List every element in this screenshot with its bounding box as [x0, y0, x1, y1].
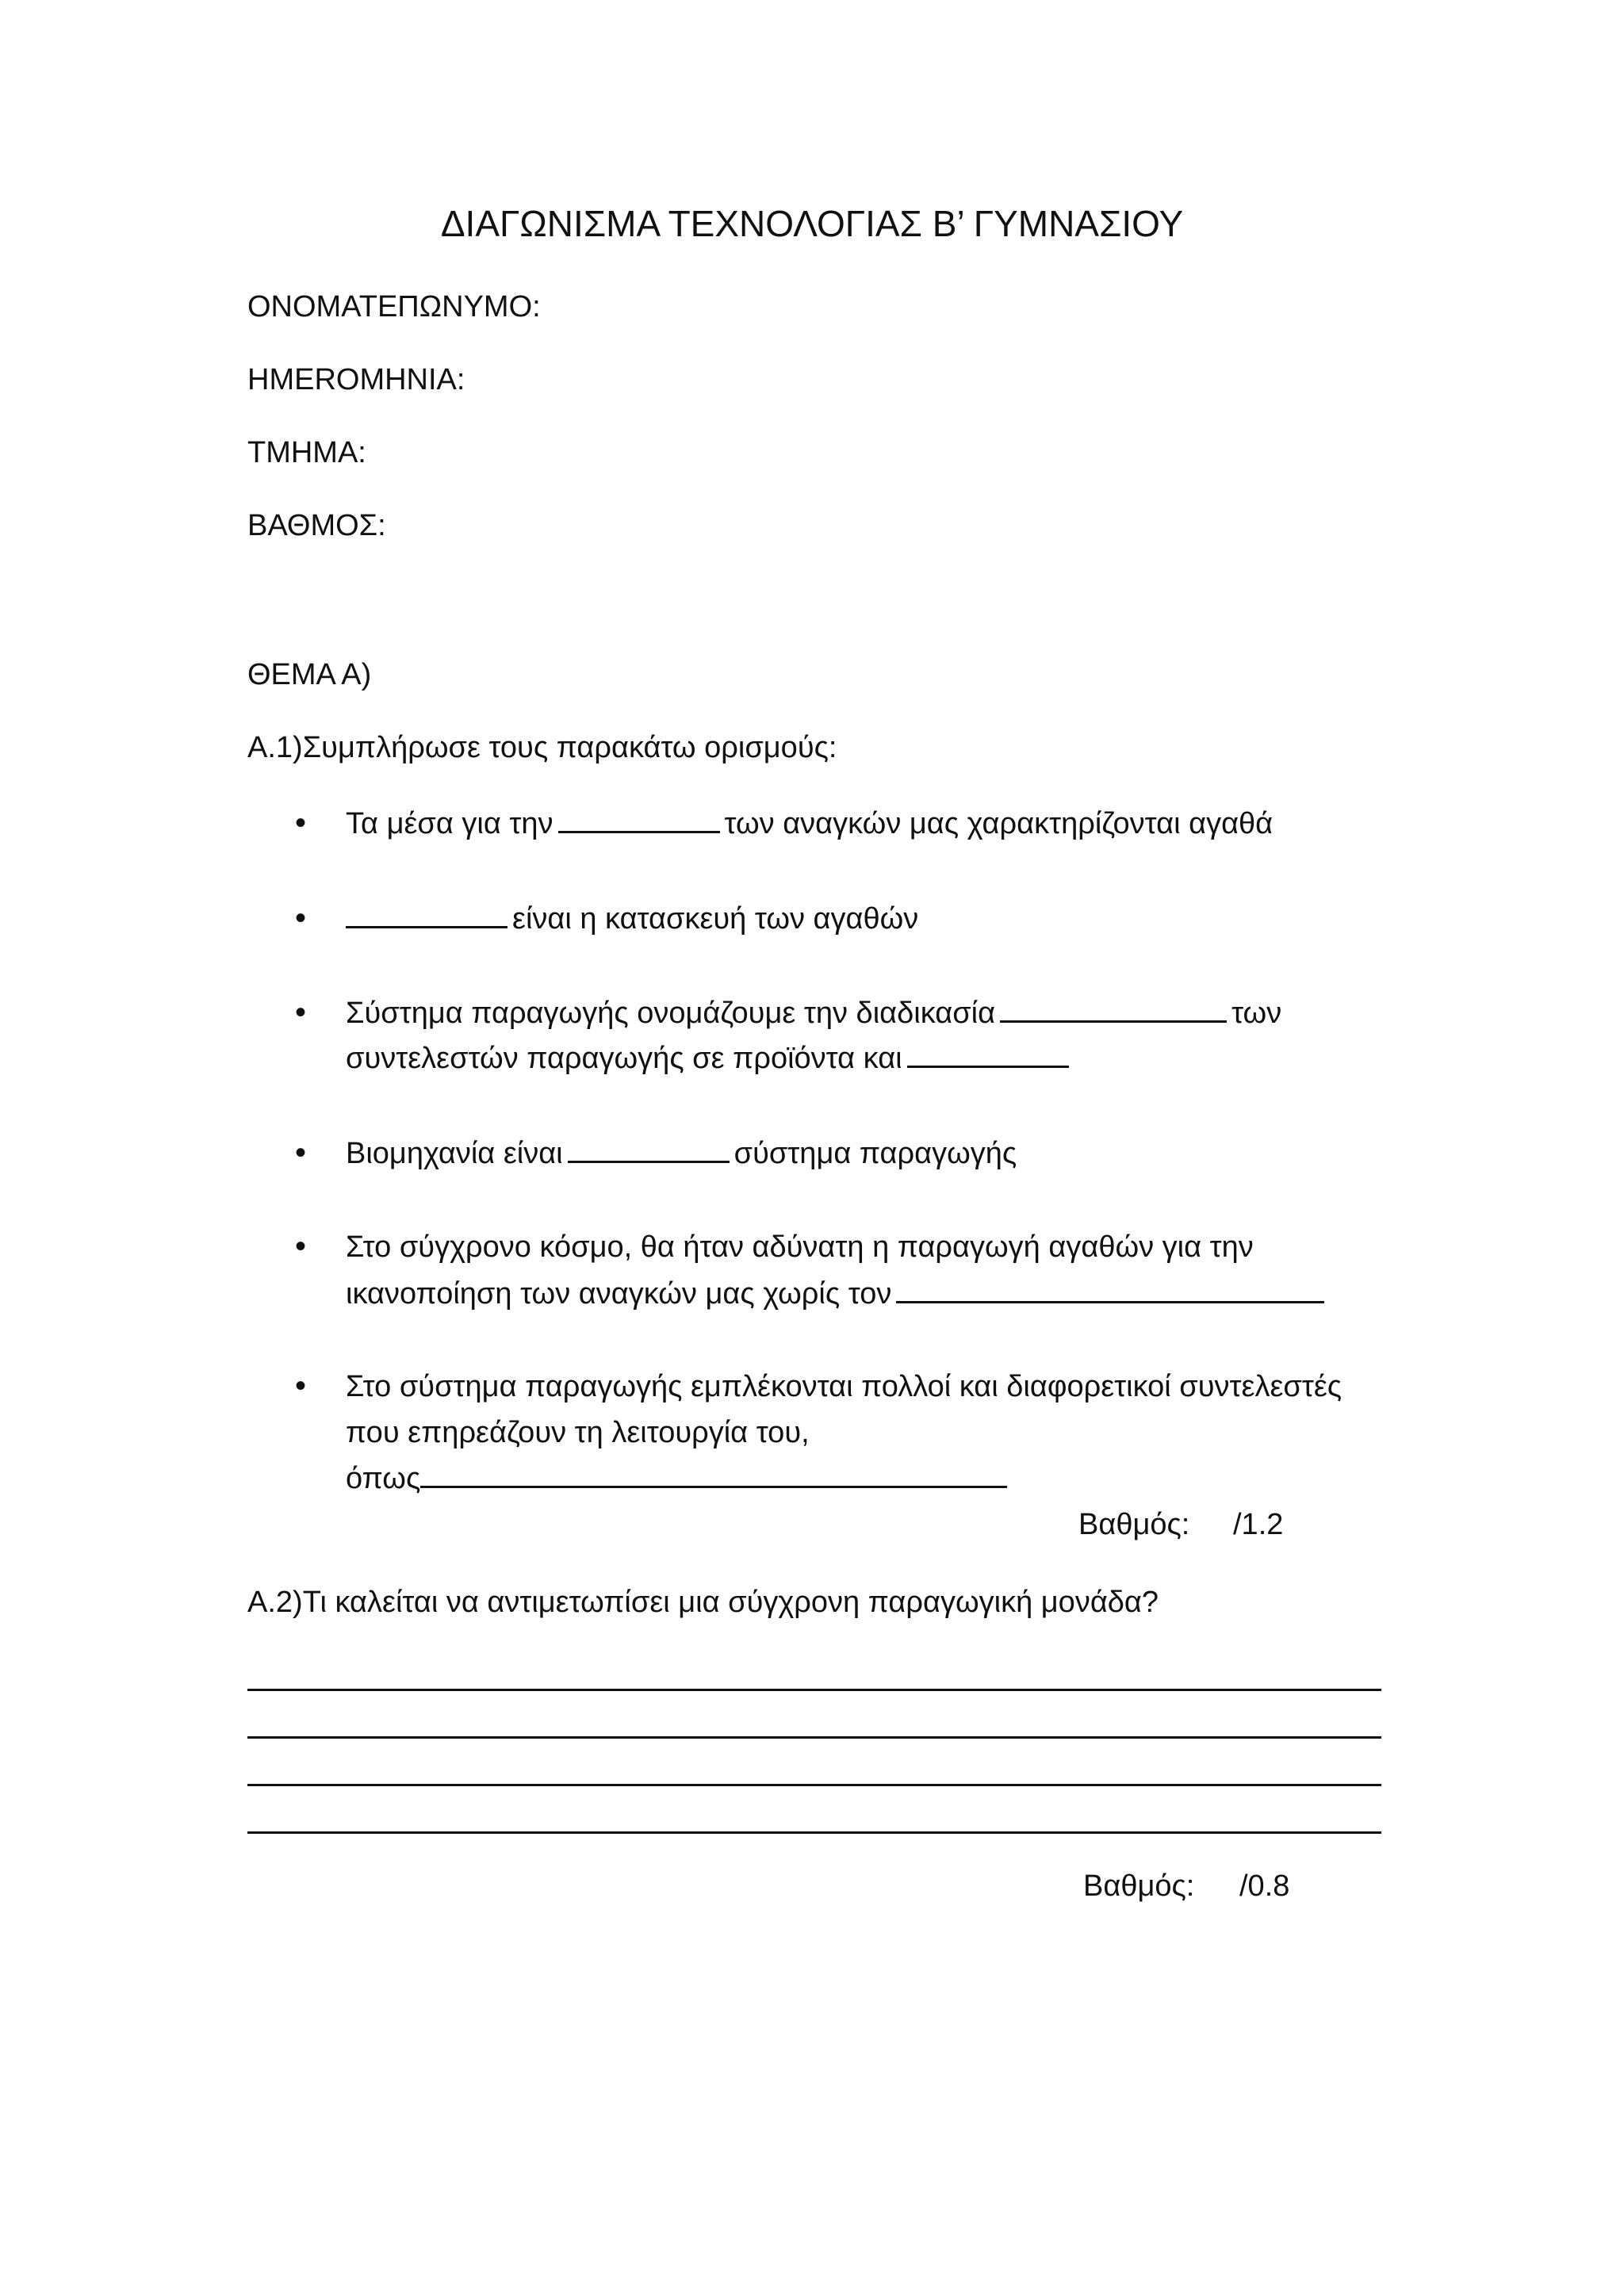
bullet-icon: •: [295, 995, 307, 1030]
answer-line[interactable]: [247, 1736, 1381, 1739]
answer-line[interactable]: [247, 1689, 1381, 1691]
list-item: [346, 807, 1273, 841]
blank-line[interactable]: [420, 1486, 1007, 1488]
item-text: που επηρεάζουν τη λειτουργία του,: [346, 1416, 810, 1449]
score-label: Βαθμός:: [1078, 1508, 1190, 1541]
list-item: [346, 1230, 1254, 1265]
grade-label: ΒΑΘΜΟΣ:: [247, 509, 386, 542]
list-item-continuation: [346, 1462, 1012, 1496]
bullet-icon: •: [295, 901, 307, 936]
answer-line[interactable]: [247, 1784, 1381, 1786]
bullet-icon: •: [295, 1135, 307, 1170]
blank-line[interactable]: [568, 1161, 730, 1163]
bullet-icon: •: [295, 1229, 307, 1264]
answer-line[interactable]: [247, 1831, 1381, 1834]
list-item: [346, 1137, 1017, 1171]
blank-line[interactable]: [1000, 1020, 1227, 1023]
blank-line[interactable]: [346, 926, 508, 928]
student-name-label: ΟΝΟΜΑΤΕΠΩΝΥΜΟ:: [247, 290, 541, 323]
question-a1-prompt: Α.1)Συμπλήρωσε τους παρακάτω ορισμούς:: [247, 731, 837, 764]
item-text: ικανοποίηση των αναγκών μας χωρίς τον: [346, 1277, 892, 1311]
item-text: Τα μέσα για την: [346, 807, 553, 840]
list-item-continuation: [346, 1277, 1329, 1311]
item-text: των: [1231, 997, 1282, 1030]
class-label: ΤΜΗΜΑ:: [247, 436, 366, 469]
list-item-continuation: [346, 1042, 1074, 1076]
item-text: Στο σύγχρονο κόσμο, θα ήταν αδύνατη η παραγωγή αγαθών για την: [346, 1230, 1254, 1264]
item-text: των αναγκών μας χαρακτηρίζονται αγαθά: [724, 807, 1274, 840]
list-item-continuation: [346, 1416, 810, 1450]
bullet-icon: •: [295, 1368, 307, 1403]
item-text: Σύστημα παραγωγής ονομάζουμε την διαδικασία: [346, 997, 996, 1030]
blank-line[interactable]: [907, 1066, 1069, 1068]
question-a2-prompt: Α.2)Τι καλείται να αντιμετωπίσει μια σύγχρονη παραγωγική μονάδα?: [247, 1586, 1159, 1619]
item-text: σύστημα παραγωγής: [733, 1137, 1017, 1170]
list-item: [346, 902, 918, 936]
list-item: [346, 1370, 1342, 1404]
section-a-heading: ΘΕΜΑ Α): [247, 658, 372, 691]
item-text: είναι η κατασκευή των αγαθών: [512, 902, 919, 936]
bullet-icon: •: [295, 806, 307, 840]
score-value: /1.2: [1233, 1508, 1284, 1541]
item-text: Βιομηχανία είναι: [346, 1137, 563, 1170]
item-text: συντελεστών παραγωγής σε προϊόντα και: [346, 1042, 902, 1075]
blank-line[interactable]: [558, 831, 720, 833]
date-label: HMEROMHNIA:: [247, 363, 465, 396]
item-text: όπως: [346, 1462, 421, 1495]
item-text: Στο σύστημα παραγωγής εμπλέκονται πολλοί και διαφορετικοί συντελεστές: [346, 1370, 1342, 1403]
score-label: Βαθμός:: [1083, 1869, 1195, 1903]
exam-title: ΔΙΑΓΩΝΙΣΜΑ ΤΕΧΝΟΛΟΓΙΑΣ Β’ ΓΥΜΝΑΣΙΟΥ: [440, 203, 1184, 244]
blank-line[interactable]: [896, 1301, 1324, 1303]
list-item: [346, 997, 1281, 1031]
score-value: /0.8: [1239, 1869, 1290, 1903]
